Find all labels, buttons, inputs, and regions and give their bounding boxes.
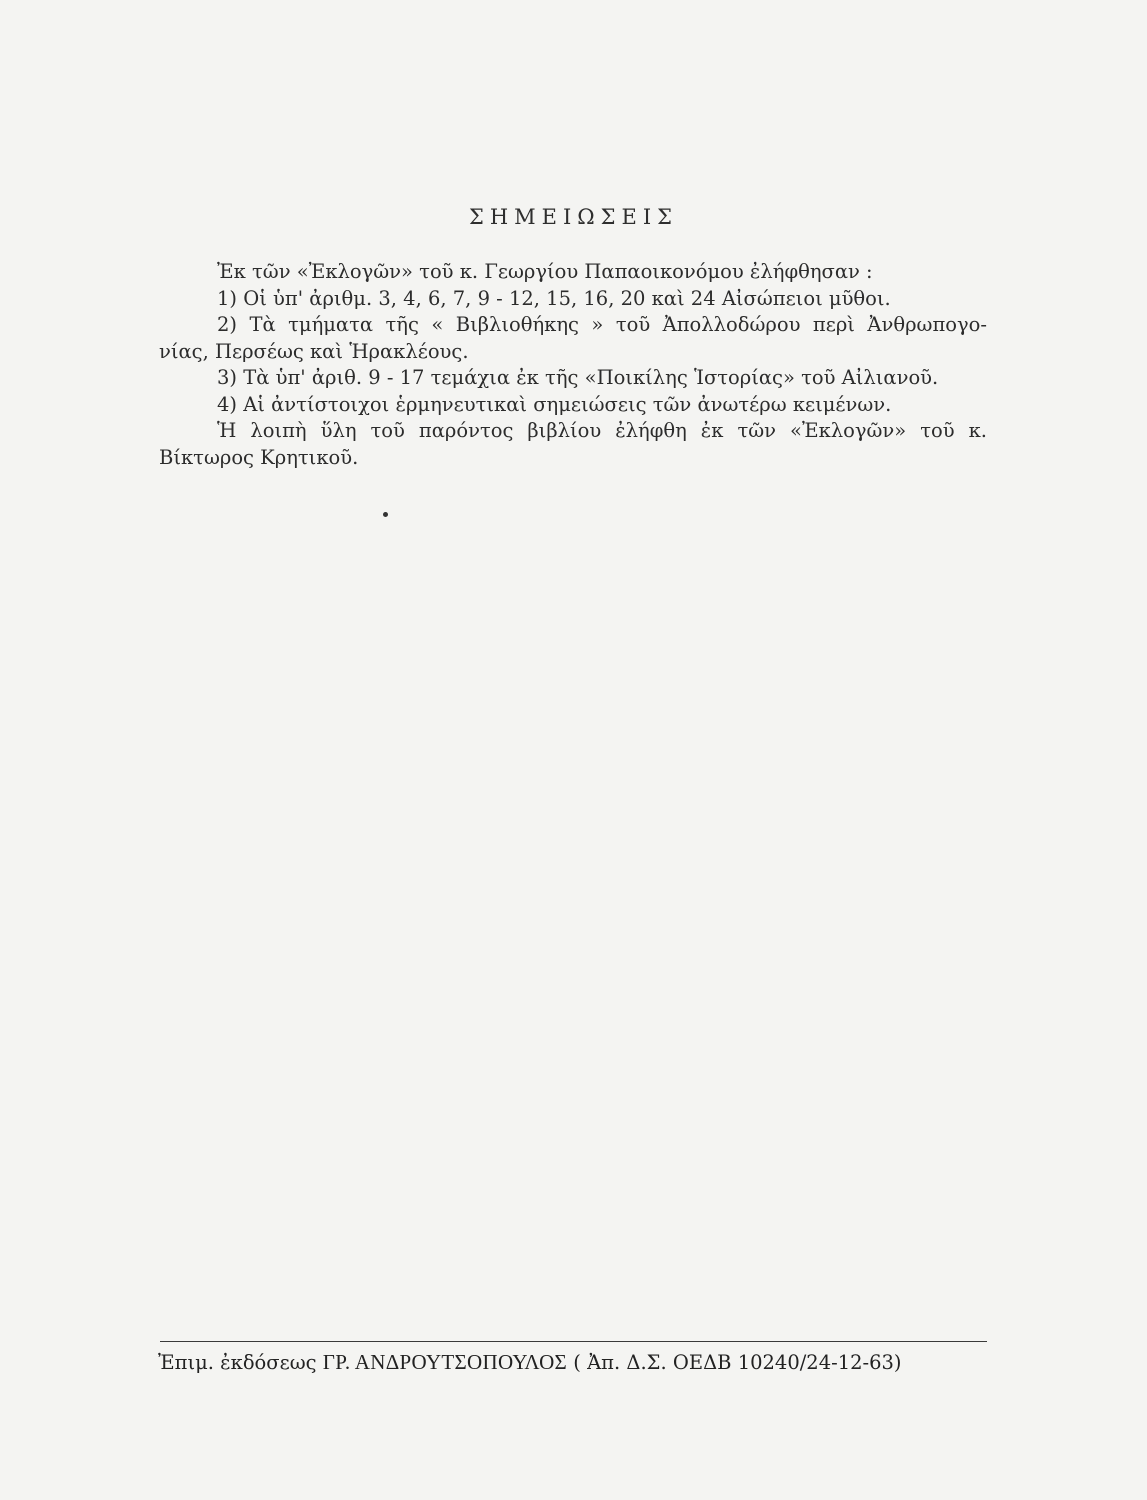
notes-item-1: 1) Οἱ ὑπ' ἀριθμ. 3, 4, 6, 7, 9 - 12, 15, 16, 20 καὶ 24 Αἰσώπειοι μῦθοι. [217,286,891,310]
notes-closing-line-1: Ἡ λοιπὴ ὕλη τοῦ παρόντος βιβλίου ἐλήφθη ἐκ τῶν «Ἐκλογῶν» τοῦ κ. [217,419,987,442]
ink-dot [383,512,388,517]
footer-prefix: Ἐπιμ. ἐκδόσεως [158,1351,317,1374]
notes-item-3: 3) Τὰ ὑπ' ἀριθ. 9 - 17 τεμάχια ἐκ τῆς «Ποικίλης Ἱστορίας» τοῦ Αἰλιανοῦ. [217,366,939,389]
notes-body [159,259,987,471]
notes-item-2-line-1: 2) Τὰ τμήματα τῆς « Βιβλιοθήκης » τοῦ Ἀπολλοδώρου περὶ Ἀνθρωπογο- [217,313,987,336]
footer-editor: ΓΡ. ΑΝΔΡΟΥΤΣΟΠΟΥΛΟΣ [322,1350,568,1374]
notes-intro: Ἐκ τῶν «Ἐκλογῶν» τοῦ κ. Γεωργίου Παπαοικονόμου ἐλήφθησαν : [217,260,873,283]
notes-closing-line-2: Βίκτωρος Κρητικοῦ. [159,445,359,469]
footer-reference: ( Ἀπ. Δ.Σ. ΟΕΔΒ 10240/24-12-63) [573,1351,902,1374]
footer-credit [158,1350,988,1375]
notes-item-4: 4) Αἱ ἀντίστοιχοι ἑρμηνευτικαὶ σημειώσεις τῶν ἀνωτέρω κειμένων. [217,392,892,416]
footer-rule [160,1341,987,1342]
notes-heading: ΣΗΜΕΙΩΣΕΙΣ [468,205,679,229]
notes-item-2-line-2: νίας, Περσέως καὶ Ἡρακλέους. [159,339,469,363]
